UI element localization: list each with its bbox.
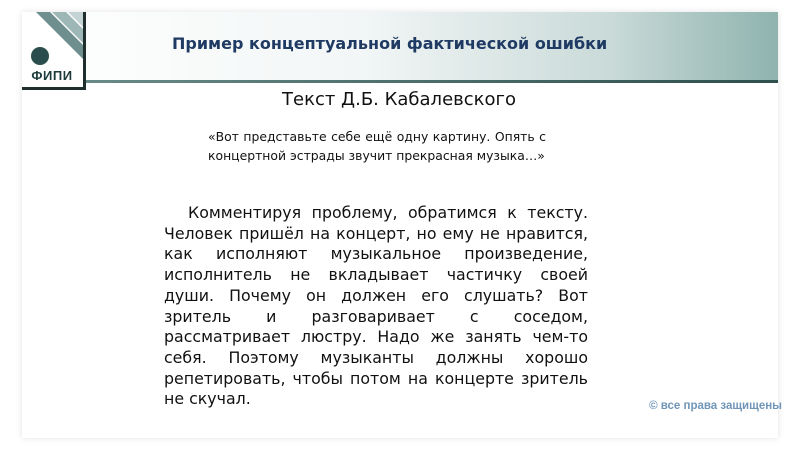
source-heading: Текст Д.Б. Кабалевского	[282, 89, 516, 110]
logo-text: ФИПИ	[31, 68, 73, 83]
fipi-logo-icon	[22, 12, 83, 68]
header-divider	[22, 80, 778, 83]
source-quote: «Вот представьте себе ещё одну картину. Опять с концертной эстрады звучит прекрасная музыка…»	[208, 129, 546, 163]
fipi-logo	[22, 12, 86, 90]
copyright-notice: © все права защищены	[649, 400, 782, 412]
essay-excerpt: Комментируя проблему, обратимся к тексту. Человек пришёл на концерт, но ему не нравится, как исполняют музыкальное произведение, исполнитель не вкладывает частичку своей души. Почему он должен его слушать? Вот зритель и разговаривает с соседом, рассматривает люстру. Надо же занять чем-то себя. Поэтому музыканты должны хорошо репетировать, чтобы потом на концерте зритель не скучал.	[164, 203, 588, 409]
slide-title: Пример концептуальной фактической ошибки	[172, 34, 608, 53]
